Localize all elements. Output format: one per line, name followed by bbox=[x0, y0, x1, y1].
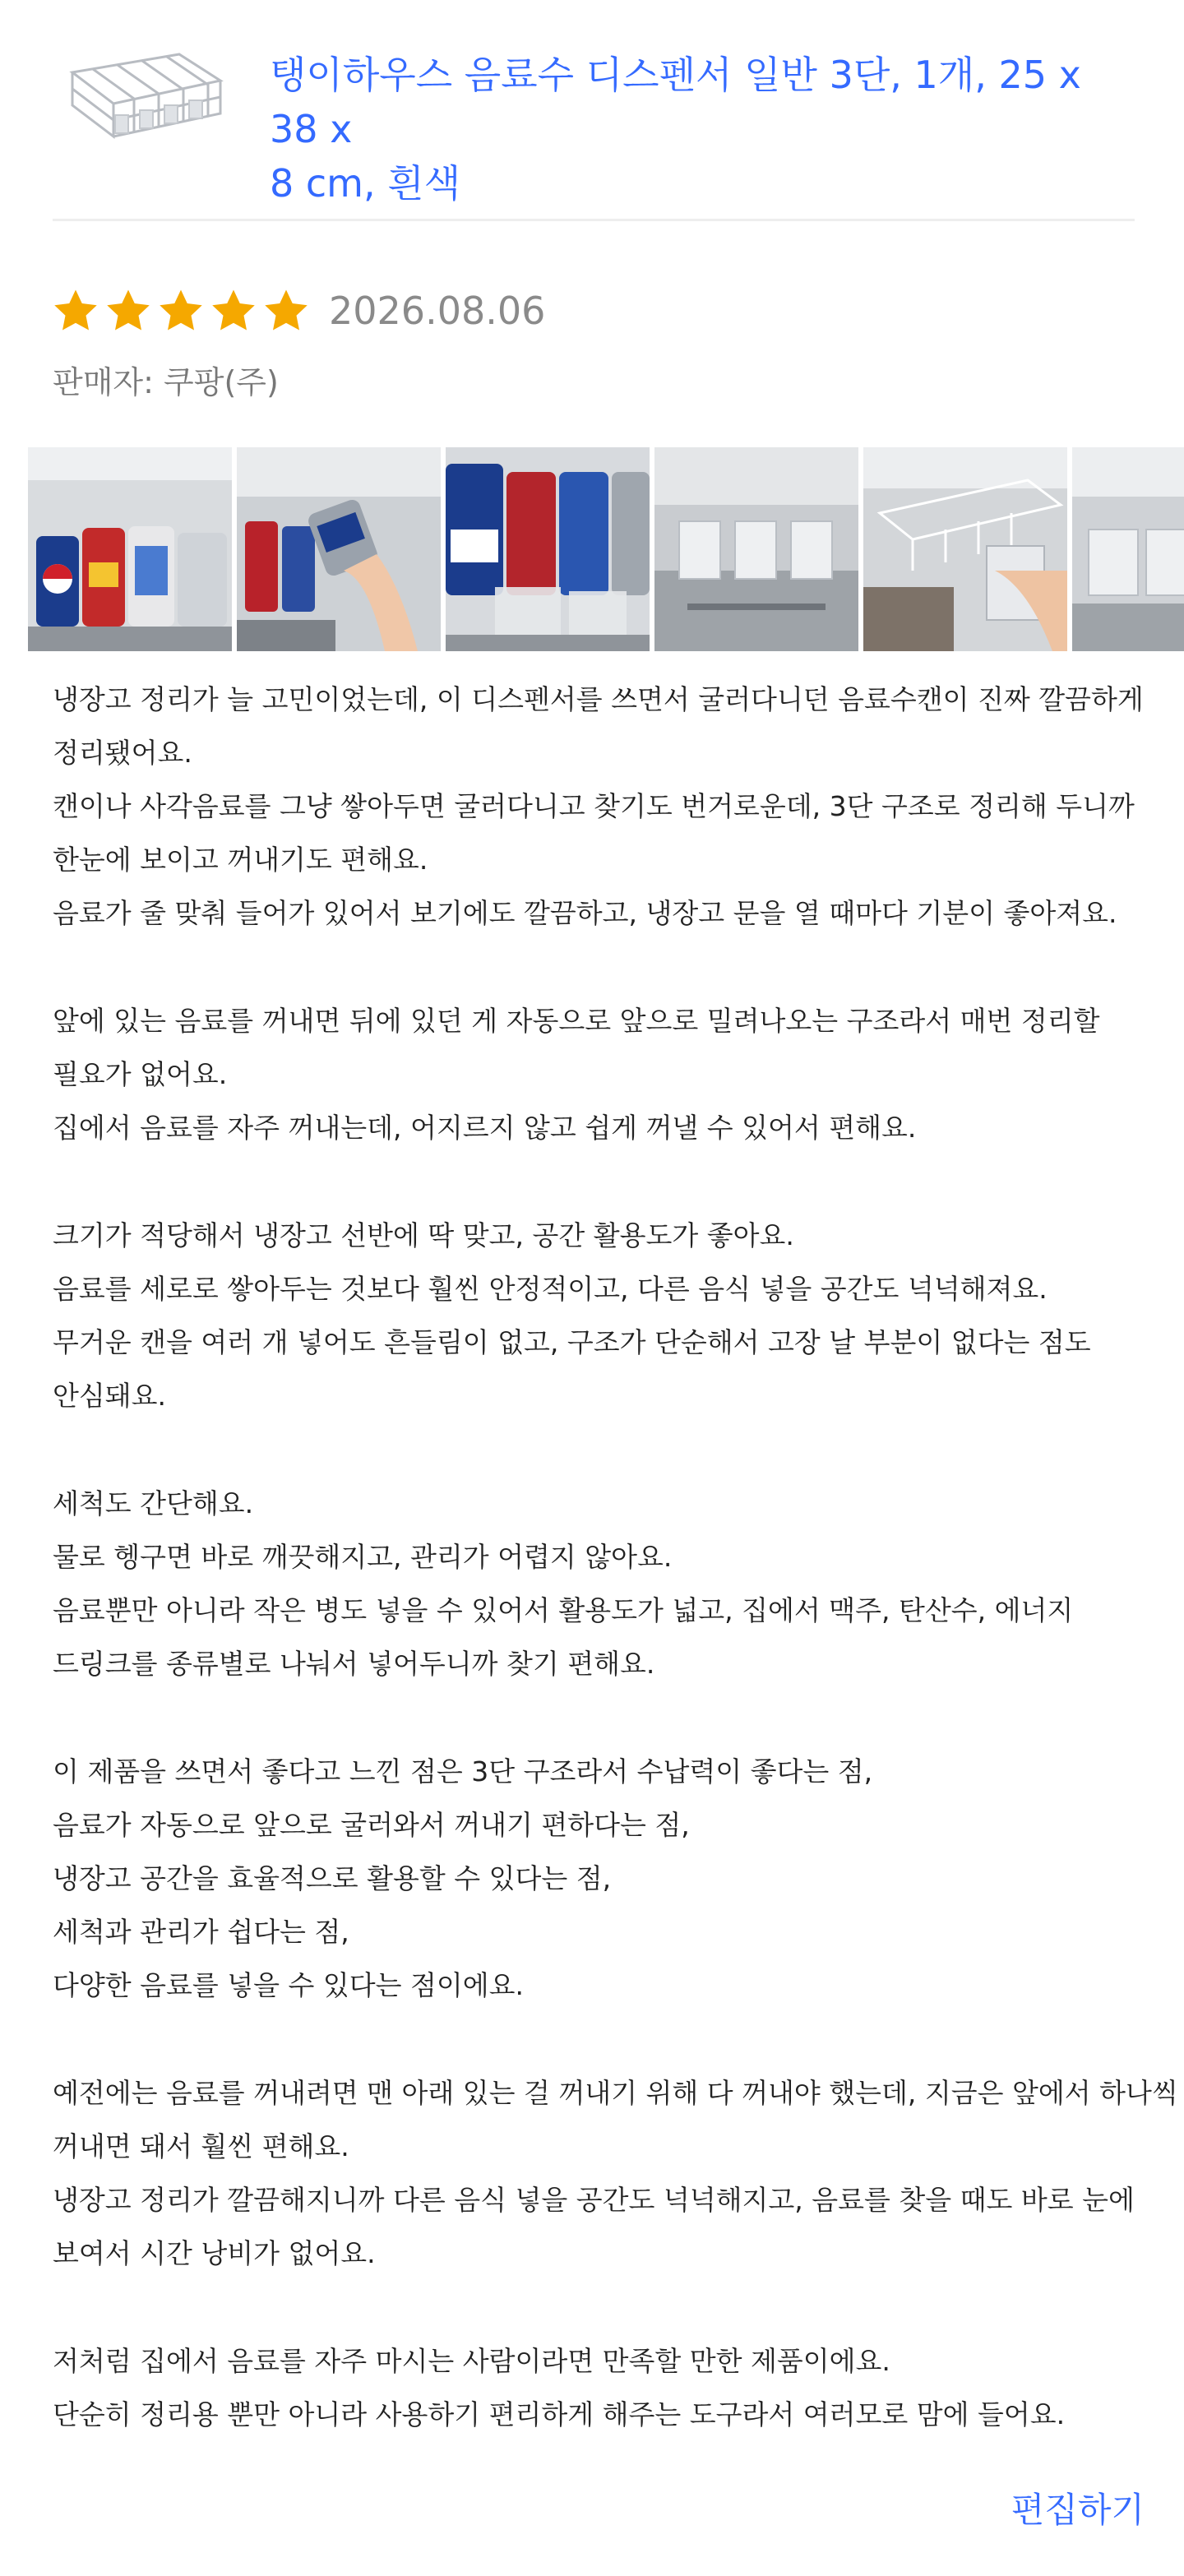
review-paragraph bbox=[53, 673, 1151, 940]
review-line: 캔이나 사각음료를 그냥 쌓아두면 굴러다니고 찾기도 번거로운데, 3단 구조로 정리해 두니까 bbox=[53, 790, 1135, 822]
review-photo-5[interactable] bbox=[863, 447, 1067, 651]
review-paragraph bbox=[53, 2334, 1151, 2441]
review-line: 앞에 있는 음료를 꺼내면 뒤에 있던 게 자동으로 앞으로 밀려나오는 구조라서 매번 정리할 bbox=[53, 1005, 1100, 1037]
review-photo-3[interactable] bbox=[446, 447, 650, 651]
product-title-line2: 8 cm, 흰색 bbox=[270, 161, 461, 206]
review-line: 예전에는 음료를 꺼내려면 맨 아래 있는 걸 꺼내기 위해 다 꺼내야 했는데, 지금은 앞에서 하나씩 bbox=[53, 2077, 1178, 2109]
review-line: 무거운 캔을 여러 개 넣어도 흔들림이 없고, 구조가 단순해서 고장 날 부분이 없다는 점도 bbox=[53, 1326, 1091, 1358]
review-line: 냉장고 정리가 깔끔해지니까 다른 음식 넣을 공간도 넉넉해지고, 음료를 찾을 때도 바로 눈에 bbox=[53, 2184, 1135, 2216]
review-line: 냉장고 정리가 늘 고민이었는데, 이 디스펜서를 쓰면서 굴러다니던 음료수캔이 진짜 깔끔하게 bbox=[53, 683, 1144, 715]
review-line: 필요가 없어요. bbox=[53, 1058, 228, 1090]
product-title[interactable] bbox=[270, 48, 1141, 210]
review-photo-2[interactable] bbox=[237, 447, 441, 651]
review-line: 저처럼 집에서 음료를 자주 마시는 사람이라면 만족할 만한 제품이에요. bbox=[53, 2345, 890, 2377]
review-paragraph bbox=[53, 2066, 1178, 2280]
review-line: 안심돼요. bbox=[53, 1380, 167, 1412]
review-paragraph bbox=[53, 1209, 1151, 1422]
review-line: 한눈에 보이고 꺼내기도 편해요. bbox=[53, 844, 428, 876]
review-line: 냉장고 공간을 효율적으로 활용할 수 있다는 점, bbox=[53, 1862, 612, 1894]
review-line: 크기가 적당해서 냉장고 선반에 딱 맞고, 공간 활용도가 좋아요. bbox=[53, 1219, 794, 1251]
review-photo-6[interactable] bbox=[1072, 447, 1184, 651]
review-line: 음료가 줄 맞춰 들어가 있어서 보기에도 깔끔하고, 냉장고 문을 열 때마다 기분이 좋아져요. bbox=[53, 897, 1117, 929]
review-line: 음료뿐만 아니라 작은 병도 넣을 수 있어서 활용도가 넓고, 집에서 맥주, 탄산수, 에너지 bbox=[53, 1594, 1074, 1626]
edit-review-button[interactable]: 편집하기 bbox=[1011, 2490, 1145, 2530]
star-icon bbox=[156, 286, 206, 335]
review-line: 세척도 간단해요. bbox=[53, 1487, 254, 1519]
review-line: 드링크를 종류별로 나눠서 넣어두니까 찾기 편해요. bbox=[53, 1648, 655, 1680]
review-paragraph bbox=[53, 1745, 1151, 2012]
seller-info bbox=[53, 357, 279, 402]
review-line: 물로 헹구면 바로 깨끗해지고, 관리가 어렵지 않아요. bbox=[53, 1541, 673, 1573]
product-thumbnail-icon[interactable] bbox=[56, 39, 234, 163]
review-line: 세척과 관리가 쉽다는 점, bbox=[53, 1916, 349, 1948]
review-line: 음료가 자동으로 앞으로 굴러와서 꺼내기 편하다는 점, bbox=[53, 1809, 690, 1841]
product-header bbox=[0, 0, 1184, 222]
review-photo-gallery bbox=[28, 447, 1184, 651]
review-line: 단순히 정리용 뿐만 아니라 사용하기 편리하게 해주는 도구라서 여러모로 맘에 들어요. bbox=[53, 2398, 1066, 2430]
seller-label: 판매자: bbox=[53, 364, 154, 400]
review-line: 집에서 음료를 자주 꺼내는데, 어지르지 않고 쉽게 꺼낼 수 있어서 편해요. bbox=[53, 1112, 917, 1144]
seller-name: 쿠팡(주) bbox=[164, 364, 279, 400]
star-icon bbox=[209, 286, 258, 335]
star-rating bbox=[51, 286, 311, 335]
review-line: 정리됐어요. bbox=[53, 737, 192, 769]
rating-row bbox=[51, 278, 545, 344]
star-icon bbox=[51, 286, 100, 335]
review-line: 보여서 시간 낭비가 없어요. bbox=[53, 2237, 376, 2269]
review-paragraph bbox=[53, 994, 1151, 1154]
star-icon bbox=[261, 286, 311, 335]
review-line: 꺼내면 돼서 훨씬 편해요. bbox=[53, 2130, 349, 2162]
review-text bbox=[53, 673, 1178, 2495]
review-photo-4[interactable] bbox=[654, 447, 858, 651]
review-line: 음료를 세로로 쌓아두는 것보다 훨씬 안정적이고, 다른 음식 넣을 공간도 넉넉해져요. bbox=[53, 1273, 1048, 1305]
product-title-line1: 탱이하우스 음료수 디스펜서 일반 3단, 1개, 25 x 38 x bbox=[270, 53, 1081, 151]
review-date: 2026.08.06 bbox=[329, 289, 546, 333]
header-divider bbox=[53, 219, 1135, 221]
review-paragraph bbox=[53, 1477, 1151, 1690]
review-line: 이 제품을 쓰면서 좋다고 느낀 점은 3단 구조라서 수납력이 좋다는 점, bbox=[53, 1755, 873, 1787]
review-photo-1[interactable] bbox=[28, 447, 232, 651]
star-icon bbox=[104, 286, 153, 335]
review-line: 다양한 음료를 넣을 수 있다는 점이에요. bbox=[53, 1969, 524, 2001]
